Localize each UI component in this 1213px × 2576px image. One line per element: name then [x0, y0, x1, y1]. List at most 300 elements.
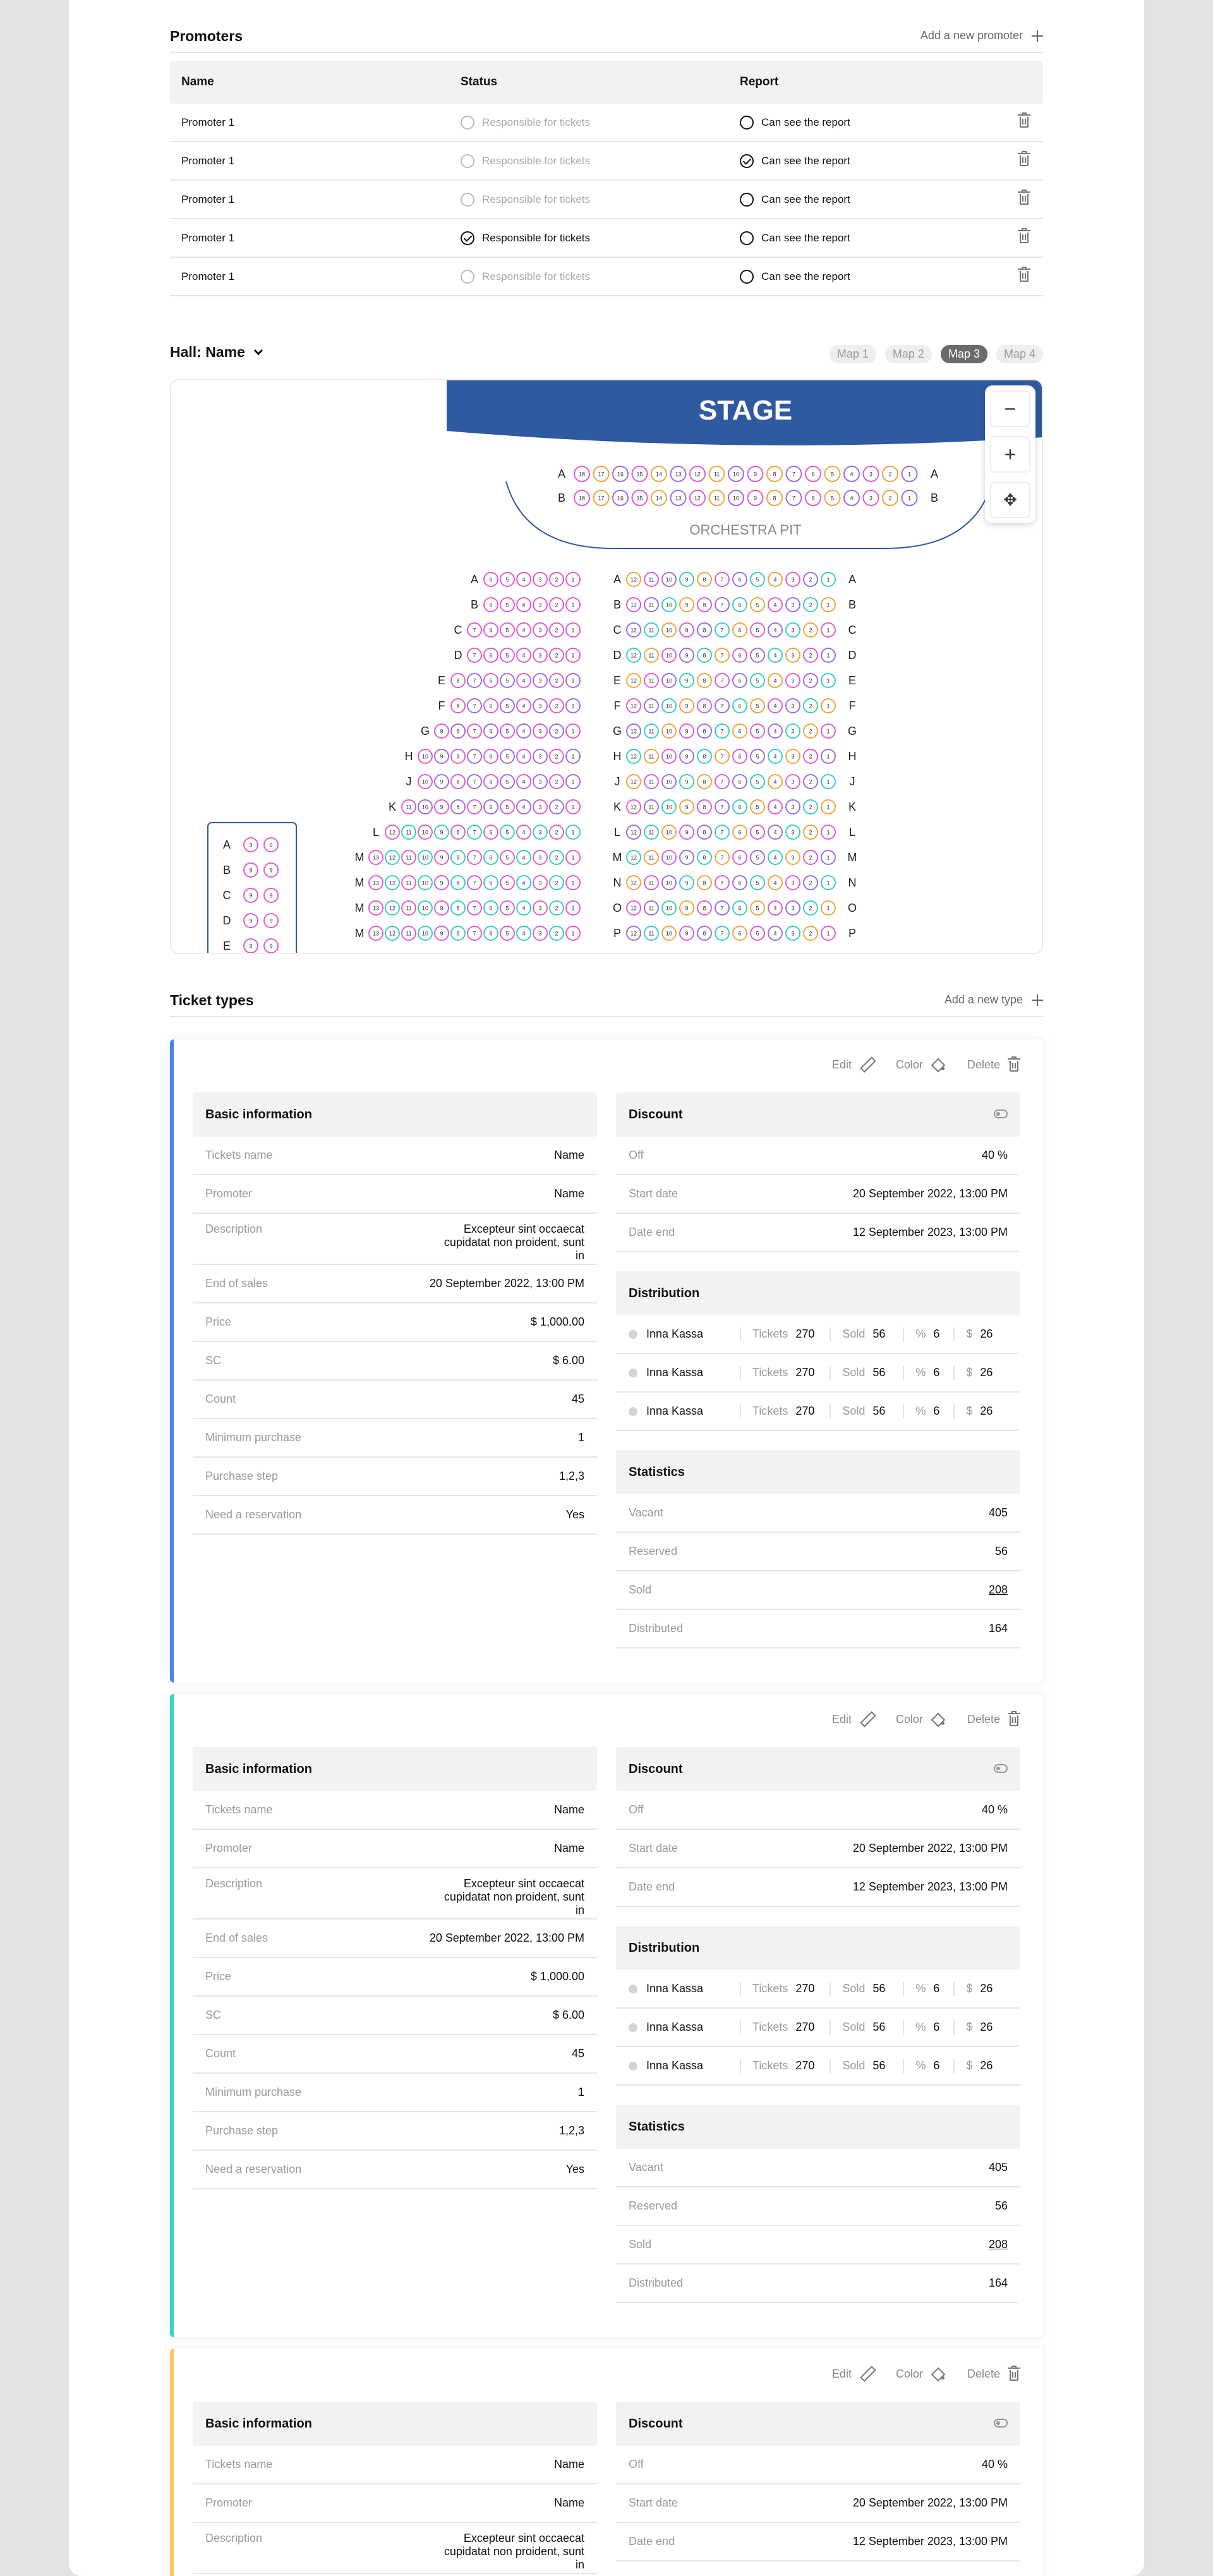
row-label: J [849, 775, 855, 788]
statistics-row [616, 2265, 1020, 2303]
promoter-name: Promoter 1 [181, 116, 235, 128]
field-label: Off [629, 1803, 644, 1816]
seat-number: 4 [773, 829, 777, 836]
seat-number: 5 [505, 804, 509, 811]
add-type-button[interactable] [944, 993, 1043, 1007]
stage-label: STAGE [698, 395, 793, 426]
seat-number: 12 [630, 880, 637, 886]
delete-label: Delete [967, 1058, 1000, 1071]
table-row [170, 142, 1043, 181]
seat-number: 5 [505, 829, 509, 836]
check-circle-icon[interactable] [461, 231, 474, 245]
add-promoter-button[interactable] [920, 29, 1043, 42]
circle-icon[interactable] [740, 270, 754, 284]
seat-number: 3 [791, 703, 795, 710]
report-option[interactable] [740, 193, 850, 207]
field-row [193, 1342, 597, 1381]
seat-number: 11 [713, 471, 720, 478]
report-option[interactable] [740, 231, 850, 245]
seat-number: 7 [720, 804, 724, 811]
percent-label: % [915, 1982, 926, 1995]
statistics-row [616, 1494, 1020, 1533]
field-row [193, 1997, 597, 2035]
tab-map-3[interactable]: Map 3 [941, 345, 987, 363]
card-details [616, 1092, 1020, 1648]
seat-number: 12 [389, 829, 396, 836]
edit-button[interactable] [832, 2366, 873, 2381]
field-value: Yes [565, 1508, 584, 1521]
promoter-name: Promoter 1 [181, 154, 235, 167]
seat-number: 6 [489, 728, 493, 735]
field-value: Name [553, 2496, 584, 2509]
seat-number: 2 [809, 576, 812, 583]
field-label: SC [205, 2009, 222, 2021]
seat-number: 9 [685, 703, 689, 710]
seat-number: 7 [792, 495, 796, 502]
field-row [193, 1868, 597, 1920]
report-label: Can see the report [761, 193, 850, 205]
seat-number: 3 [791, 804, 795, 811]
seat-number: 1 [571, 703, 575, 710]
row-label: N [848, 876, 857, 889]
status-option[interactable] [461, 116, 590, 130]
seat-number: 9 [685, 753, 689, 760]
discount-row [616, 1214, 1020, 1252]
seat-number: 7 [720, 677, 724, 684]
seat-number: 7 [473, 652, 476, 659]
field-row [193, 1419, 597, 1458]
tickets-label: Tickets [752, 2021, 788, 2033]
seat-number: 9 [685, 576, 689, 583]
seat-number: 10 [421, 804, 429, 811]
field-label: Reserved [629, 2199, 678, 2212]
delete-promoter-button[interactable] [1018, 152, 1030, 170]
discount-title-text: Discount [629, 2416, 683, 2431]
sold-label: Sold [842, 1982, 866, 1995]
seat-number: 8 [703, 930, 706, 937]
table-row [170, 104, 1043, 142]
seat-number: 7 [720, 703, 724, 710]
seat-number: 9 [440, 778, 444, 785]
paint-bucket-icon [931, 1058, 944, 1072]
seat-number: 7 [473, 728, 476, 735]
seat-number: 8 [456, 854, 460, 861]
seat-number: 2 [555, 703, 558, 710]
tab-map-4[interactable]: Map 4 [996, 345, 1043, 363]
basic-information [193, 1092, 597, 1535]
seat-number: 2 [555, 905, 558, 912]
row-label: E [222, 940, 231, 952]
promoter-name: Promoter 1 [181, 270, 235, 282]
promoters-header [170, 18, 1043, 53]
table-row [170, 258, 1043, 296]
trash-icon [1008, 1712, 1020, 1727]
seat-number: 4 [522, 905, 526, 912]
seat-number: 4 [773, 576, 777, 583]
row-label: D [454, 649, 462, 662]
seat-number: 1 [826, 829, 830, 836]
hall-title: Hall: Name [170, 344, 245, 360]
seat-number: 5 [505, 677, 509, 684]
paint-bucket-icon [931, 1712, 944, 1726]
row-label: A [848, 573, 857, 586]
seat-number: 11 [648, 753, 655, 760]
field-label: Purchase step [205, 1470, 279, 1482]
seat-number: 5 [756, 602, 759, 608]
seat-number: 5 [756, 728, 759, 735]
seat-number: 4 [522, 576, 526, 583]
edit-button[interactable] [832, 1057, 873, 1072]
field-value: Name [553, 1149, 584, 1161]
seat-number: 1 [826, 905, 830, 912]
field-value: Name [553, 1187, 584, 1200]
seat-number: 4 [522, 829, 526, 836]
seat-number: 10 [421, 930, 429, 937]
seat-number: 7 [720, 854, 724, 861]
seat-number: 10 [732, 471, 740, 478]
seat-number: 2 [555, 930, 558, 937]
seat-number: 4 [522, 778, 526, 785]
field-label: Price [205, 1970, 232, 1983]
color-button[interactable] [896, 1057, 944, 1072]
row-label: C [613, 624, 622, 636]
report-label: Can see the report [761, 154, 850, 167]
dollar-label: $ [966, 2021, 973, 2033]
seat-number: 9 [753, 471, 757, 478]
toggle-icon[interactable] [994, 2419, 1008, 2428]
color-button[interactable] [896, 2366, 944, 2381]
seat-number: 6 [489, 703, 493, 710]
row-label: H [848, 750, 857, 763]
seat-number: 10 [665, 930, 673, 937]
seat-number: 2 [888, 495, 892, 502]
seat-number: 2 [809, 627, 812, 634]
circle-icon[interactable] [461, 193, 474, 207]
seat-number: 8 [703, 703, 706, 710]
seat-number: 6 [738, 602, 742, 608]
seat-number: 1 [571, 880, 575, 886]
toggle-icon[interactable] [994, 1764, 1008, 1773]
seat-number: 12 [389, 930, 396, 937]
zoom-in-button[interactable]: + [990, 436, 1030, 473]
seat-number: 2 [809, 829, 812, 836]
seat-number: 13 [675, 471, 682, 478]
status-option[interactable] [461, 154, 590, 168]
pan-button[interactable]: ✥ [990, 481, 1030, 518]
seat-number: 7 [720, 652, 724, 659]
seat-number: 1 [571, 930, 575, 937]
seat-number: 2 [809, 602, 812, 608]
field-value: Name [553, 1803, 584, 1816]
field-value: $ 1,000.00 [530, 1970, 584, 1983]
delete-button[interactable] [967, 1712, 1020, 1727]
field-value: Excepteur sint occaecat cupidatat non proident, sunt in [444, 1223, 584, 1262]
sold-value: 56 [872, 2059, 886, 2072]
seat-number: 6 [489, 576, 493, 583]
row-label: K [388, 801, 397, 813]
zoom-out-button[interactable]: − [990, 390, 1030, 427]
trash-icon [1008, 2366, 1020, 2381]
status-option[interactable] [461, 270, 590, 284]
percent-label: % [915, 1366, 926, 1379]
seat-number: 5 [505, 854, 509, 861]
seat-number: 9 [269, 892, 273, 899]
seat-number: 9 [440, 829, 444, 836]
seat-number: 6 [738, 576, 742, 583]
seat-number: 8 [456, 703, 460, 710]
seat-number: 6 [489, 829, 493, 836]
seat-number: 1 [571, 652, 575, 659]
tickets-value: 270 [795, 1366, 815, 1379]
seat-number: 3 [791, 753, 795, 760]
circle-icon[interactable] [461, 116, 474, 130]
seat-number: 9 [685, 905, 689, 912]
seat-number: 9 [753, 495, 757, 502]
seat-number: 9 [685, 804, 689, 811]
field-row [193, 1175, 597, 1214]
seat-number: 1 [571, 728, 575, 735]
row-label: A [613, 573, 622, 586]
row-label: E [848, 674, 857, 687]
seat-number: 4 [522, 703, 526, 710]
seat-number: 1 [571, 804, 575, 811]
row-label: H [613, 750, 622, 763]
basic-information-title: Basic information [193, 1092, 597, 1137]
seat-number: 6 [489, 602, 493, 608]
seat-number: 1 [571, 627, 575, 634]
tickets-value: 270 [795, 1327, 815, 1340]
basic-information-title: Basic information [193, 1747, 597, 1791]
field-value: 45 [571, 1393, 584, 1405]
row-label: M [354, 851, 365, 864]
seat-number: 10 [732, 495, 740, 502]
field-label: Tickets name [205, 1803, 273, 1816]
field-label: Start date [629, 2496, 679, 2509]
percent-label: % [915, 1327, 926, 1340]
seat-map[interactable] [170, 379, 1043, 954]
seat-number: 6 [489, 905, 493, 912]
field-label: Purchase step [205, 2124, 279, 2137]
seat-number: 11 [406, 854, 412, 861]
seat-number: 11 [648, 880, 655, 886]
promoters-table [170, 61, 1043, 296]
seat-number: 7 [473, 703, 476, 710]
pencil-icon [859, 1712, 873, 1726]
field-label: Description [205, 1877, 263, 1890]
report-label: Can see the report [761, 231, 850, 244]
circle-icon[interactable] [740, 193, 754, 207]
seat-number: 9 [685, 854, 689, 861]
field-value: $ 1,000.00 [530, 1315, 584, 1328]
tab-map-2[interactable]: Map 2 [885, 345, 932, 363]
column-name: Name [181, 75, 214, 88]
seat-number: 11 [648, 703, 655, 710]
seat-map-canvas[interactable] [171, 380, 1043, 954]
report-option[interactable] [740, 154, 850, 168]
seat-number: 6 [738, 804, 742, 811]
delete-button[interactable] [967, 1057, 1020, 1072]
seat-number: 4 [773, 753, 777, 760]
seat-number: 11 [648, 576, 655, 583]
seat-number: 8 [773, 495, 776, 502]
seat-number: 3 [791, 854, 795, 861]
field-label: Start date [629, 1842, 679, 1854]
seat-number: 1 [907, 495, 912, 502]
seat-number: 2 [809, 652, 812, 659]
seat-number: 4 [522, 627, 526, 634]
status-option[interactable] [461, 231, 590, 245]
field-value: 20 September 2022, 13:00 PM [852, 1842, 1008, 1854]
edit-label: Edit [831, 1712, 852, 1726]
seat-number: 6 [489, 804, 493, 811]
status-option[interactable] [461, 193, 590, 207]
seat-number: 3 [538, 905, 542, 912]
seat-number: 12 [630, 905, 637, 912]
tab-map-1[interactable]: Map 1 [830, 345, 876, 363]
seat-number: 1 [826, 804, 830, 811]
edit-button[interactable] [832, 1712, 873, 1727]
seat-number: 10 [665, 880, 673, 886]
field-row [193, 2484, 597, 2523]
percent-value: 6 [933, 1366, 940, 1379]
delete-promoter-button[interactable] [1018, 113, 1030, 131]
seat-number: 6 [738, 677, 742, 684]
seat-number: 6 [738, 627, 742, 634]
seat-number: 7 [473, 778, 476, 785]
seat-number: 6 [489, 753, 493, 760]
delete-promoter-button[interactable] [1018, 190, 1030, 209]
discount-row [616, 2484, 1020, 2523]
field-label: Promoter [205, 1842, 253, 1854]
seat-number: 10 [665, 652, 673, 659]
ticket-types-header [170, 982, 1043, 1017]
seat-number: 1 [571, 602, 575, 608]
dollar-value: 26 [980, 2021, 993, 2033]
row-label: P [613, 927, 622, 940]
seat-number: 5 [756, 905, 759, 912]
seat-number: 5 [505, 602, 509, 608]
field-label: Vacant [629, 2161, 663, 2174]
seat-number: 3 [538, 778, 542, 785]
seat-number: 7 [473, 627, 476, 634]
check-circle-icon[interactable] [740, 154, 754, 168]
toggle-icon[interactable] [994, 1110, 1008, 1118]
sold-link[interactable]: 208 [988, 2238, 1008, 2251]
seat-number: 1 [907, 471, 912, 478]
seat-number: 3 [538, 703, 542, 710]
delete-promoter-button[interactable] [1018, 229, 1030, 247]
discount-row [616, 2523, 1020, 2561]
row-label: J [406, 775, 412, 788]
distribution-title: Distribution [616, 1271, 1020, 1315]
seat-number: 4 [773, 652, 777, 659]
cashier-name: Inna Kassa [646, 1366, 704, 1379]
seat-number: 3 [538, 652, 542, 659]
circle-icon[interactable] [461, 270, 474, 284]
field-row [193, 2112, 597, 2151]
ticket-type-card [170, 1039, 1043, 1683]
circle-icon[interactable] [740, 116, 754, 130]
delete-promoter-button[interactable] [1018, 267, 1030, 286]
seat-number: 5 [830, 495, 835, 502]
circle-icon[interactable] [461, 154, 474, 168]
seat-number: 2 [555, 576, 558, 583]
seat-number: 5 [505, 778, 509, 785]
status-dot-icon [629, 1407, 637, 1416]
cashier-name: Inna Kassa [646, 2059, 704, 2072]
trash-icon [1018, 267, 1030, 282]
row-label: L [613, 826, 621, 838]
field-label: Promoter [205, 2496, 253, 2509]
seat-number: 4 [773, 854, 777, 861]
circle-icon[interactable] [740, 231, 754, 245]
field-value: 405 [988, 2161, 1008, 2174]
color-label: Color [895, 1712, 923, 1726]
seat-number: 12 [630, 627, 637, 634]
field-row [193, 1791, 597, 1830]
seat-number: 10 [665, 854, 673, 861]
field-value: 12 September 2023, 13:00 PM [852, 2535, 1008, 2548]
row-label: M [354, 927, 365, 940]
discount-row [616, 1137, 1020, 1175]
seat-number: 2 [555, 829, 558, 836]
row-label: G [420, 725, 430, 737]
status-dot-icon [629, 2023, 637, 2032]
seat-number: 6 [811, 471, 815, 478]
seat-number: 2 [809, 804, 812, 811]
row-label: O [847, 902, 857, 914]
field-label: Sold [629, 2238, 652, 2251]
field-value: $ 6.00 [552, 2009, 584, 2021]
seat-number: 9 [249, 917, 253, 924]
delete-button[interactable] [967, 2366, 1020, 2381]
seat-number: 10 [421, 753, 429, 760]
sold-link[interactable]: 208 [988, 1583, 1008, 1596]
report-option[interactable] [740, 116, 850, 130]
field-label: Reserved [629, 1545, 678, 1557]
seat-number: 1 [826, 930, 830, 937]
dollar-value: 26 [980, 1982, 993, 1995]
row-label: D [222, 914, 231, 927]
seat-number: 2 [555, 602, 558, 608]
row-label: O [612, 902, 622, 914]
field-label: Need a reservation [205, 1508, 302, 1521]
seat-number: 11 [648, 829, 655, 836]
seat-number: 1 [826, 576, 830, 583]
field-row [193, 2523, 597, 2574]
seat-number: 8 [456, 778, 460, 785]
seat-number: 2 [555, 804, 558, 811]
sold-label: Sold [842, 1366, 866, 1379]
row-label: H [404, 750, 413, 763]
report-option[interactable] [740, 270, 850, 284]
field-label: End of sales [205, 1277, 269, 1290]
distribution-row [616, 1393, 1020, 1431]
color-button[interactable] [896, 1712, 944, 1727]
seat-number: 6 [738, 905, 742, 912]
discount-title-text: Discount [629, 1107, 683, 1122]
field-label: Date end [629, 2535, 675, 2548]
row-label: M [847, 851, 857, 864]
seat-number: 4 [850, 495, 854, 502]
field-label: Need a reservation [205, 2163, 302, 2175]
percent-value: 6 [933, 2021, 940, 2033]
row-label: B [848, 598, 857, 611]
field-row [193, 2446, 597, 2484]
cashier-name: Inna Kassa [646, 1405, 704, 1417]
hall-select[interactable] [170, 344, 262, 361]
row-label: M [612, 851, 622, 864]
